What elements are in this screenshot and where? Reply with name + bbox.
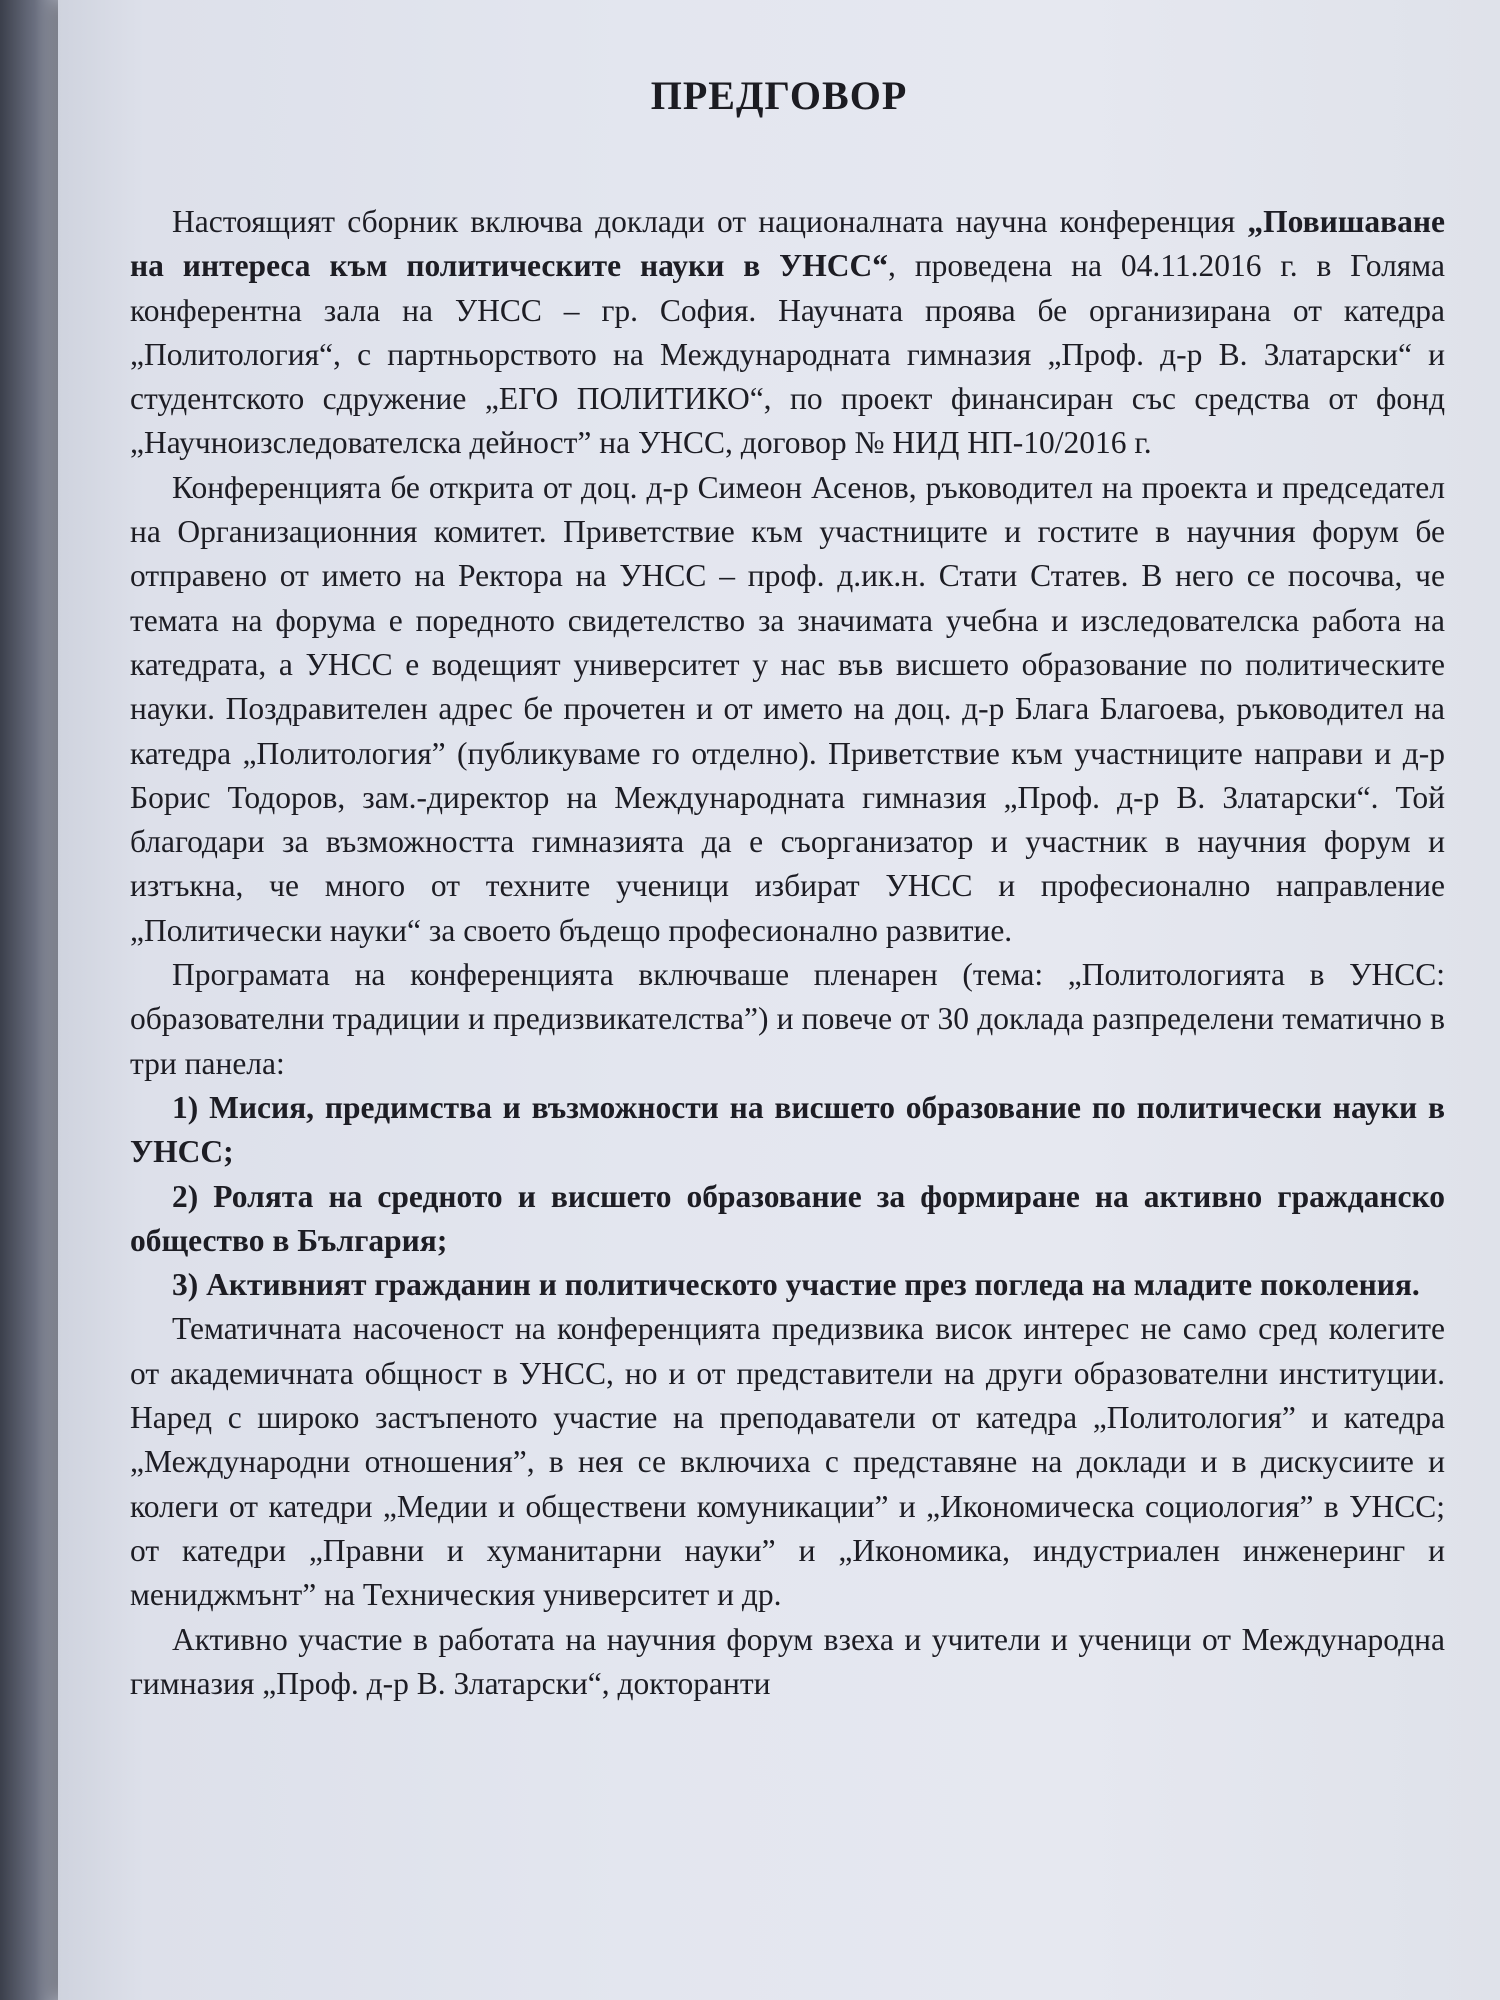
panel-item-2: 2) Ролята на средното и висшето образование за формиране на активно гражданско общество в България;	[130, 1178, 1445, 1258]
paragraph-opening: Конференцията бе открита от доц. д-р Симеон Асенов, ръководител на проекта и председател на Организационния комитет. Приветствие към участниците и гостите в научния форум бе отправено от името на Ректора на УНСС – проф. д.ик.н. Стати Статев. В него се посочва, че темата на форума е поредното свидетелство за значимата учебна и изследователска работа на катедрата, а УНСС е водещият университет у нас във висшето образование по политическите науки. Поздравителен адрес бе прочетен и от името на доц. д-р Блага Благоева, ръководител на катедра „Политология” (публикуваме го отделно). Приветствие към участниците направи и д-р Борис Тодоров, зам.-директор на Международната гимназия „Проф. д-р В. Златарски“. Той благодари за възможността гимназията да е съорганизатор и участник в научния форум и изтъкна, че много от техните ученици избират УНСС и професионално направление „Политически науки“ за своето бъдещо професионално развитие.	[130, 469, 1445, 948]
page-title: ПРЕДГОВОР	[650, 73, 908, 118]
paragraph-participation: Активно участие в работата на научния форум взеха и учители и ученици от Международна гимназия „Проф. д-р В. Златарски“, докторанти	[130, 1621, 1445, 1701]
intro-text-start: Настоящият сборник включва доклади от националната научна конференция	[172, 204, 1248, 239]
paragraph-intro	[130, 200, 1445, 466]
paragraph-interest: Тематичната насоченост на конференцията предизвика висок интерес не само сред колегите от академичната общност в УНСС, но и от представители на други образователни институции. Наред с широко застъпеното участие на преподаватели от катедра „Политология” и катедра „Международни отношения”, в нея се включиха с представяне на доклади и в дискусиите и колеги от катедри „Медии и обществени комуникации” и „Икономическа социология” в УНСС; от катедри „Правни и хуманитарни науки” и „Икономика, индустриален инженеринг и мениджмънт” на Техническия университет и др.	[130, 1311, 1445, 1613]
conference-name: „Повишаване на интереса към политическите науки в УНСС“	[130, 204, 1445, 284]
panel-item-1: 1) Мисия, предимства и възможности на висшето образование по политически науки в УНСС;	[130, 1089, 1445, 1170]
intro-text-end: , проведена на 04.11.2016 г. в Голяма конферентна зала на УНСС – гр. София. Научната проява бе организирана от катедра „Политология“, с партньорството на Международната гимназия „Проф. д-р В. Златарски“ и студентското сдружение „ЕГО ПОЛИТИКО“, по проект финансиран със средства от фонд „Научноизследователска дейност” на УНСС, договор № НИД НП-10/2016 г.	[130, 248, 1445, 461]
book-gutter	[0, 0, 58, 2000]
paragraph-program: Програмата на конференцията включваше пленарен (тема: „Политологията в УНСС: образователни традиции и предизвикателства”) и повече от 30 доклада разпределени тематично в три панела:	[130, 957, 1445, 1081]
book-page	[58, 0, 1500, 2000]
panel-item-3: 3) Активният гражданин и политическото участие през погледа на младите поколения.	[172, 1267, 1420, 1303]
body-text	[130, 200, 1445, 1706]
